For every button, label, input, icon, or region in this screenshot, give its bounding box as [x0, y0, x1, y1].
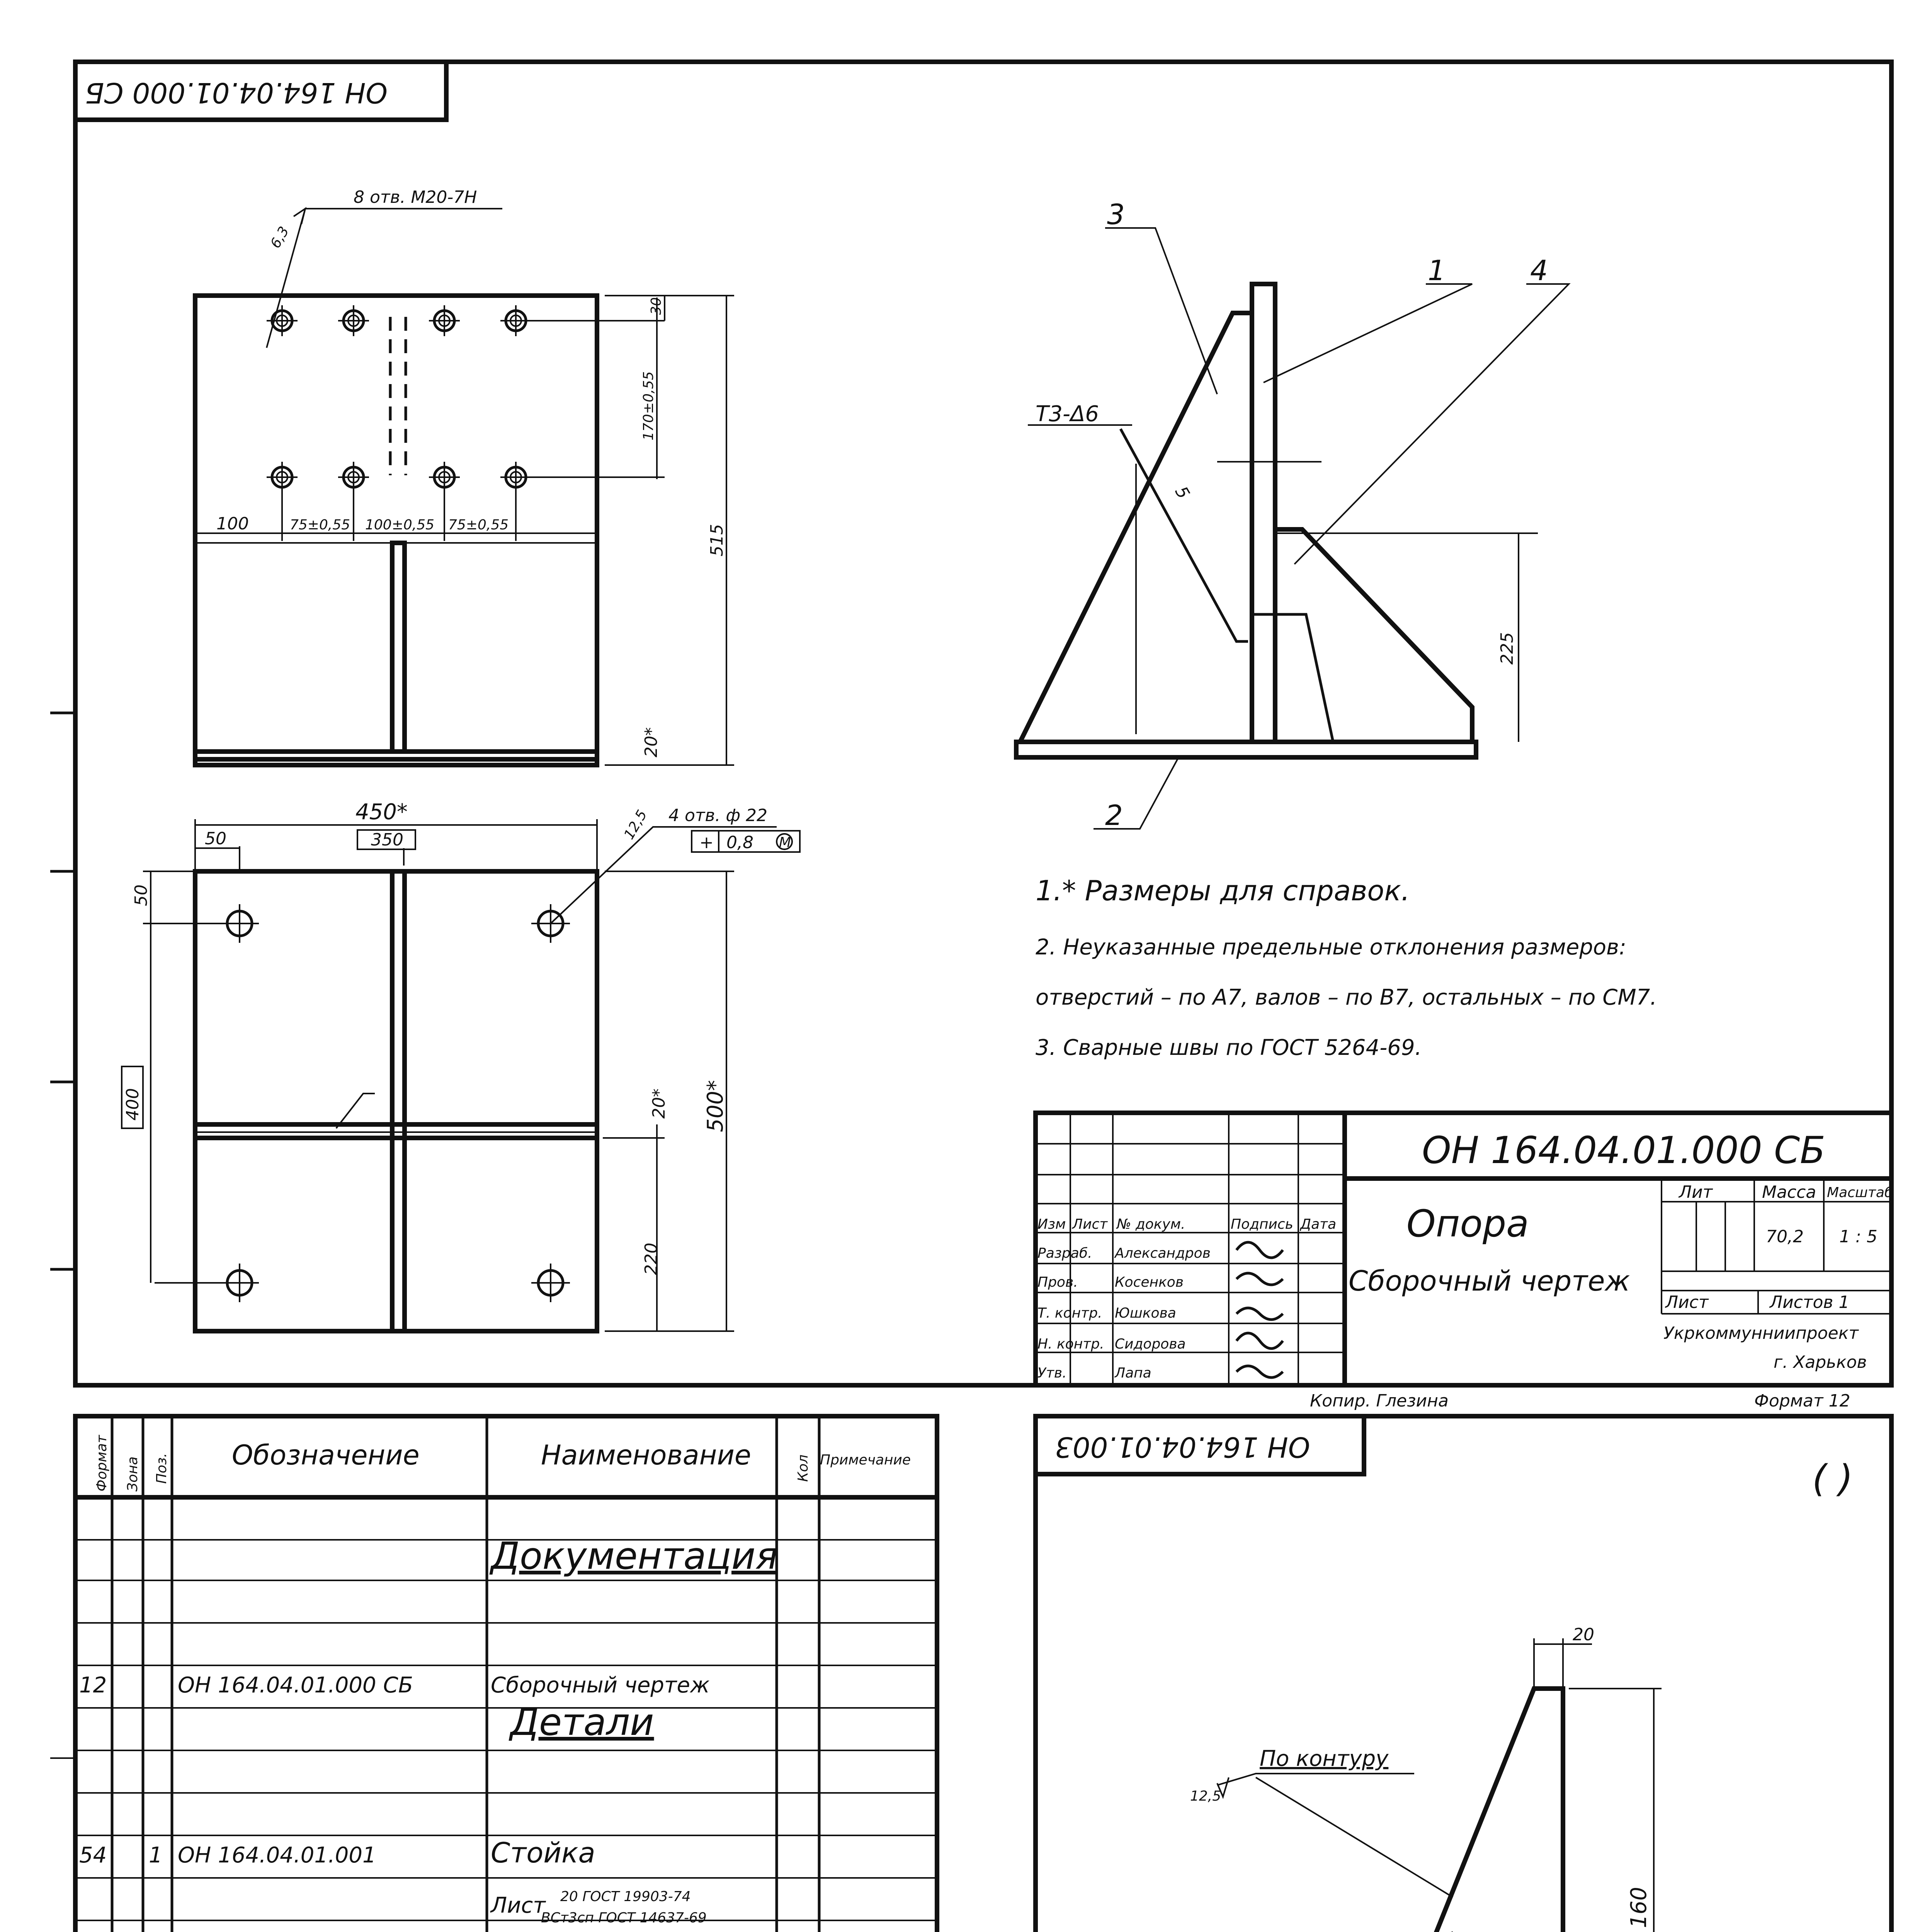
tb-name-3: Сидорова: [1115, 1336, 1186, 1352]
spec-h-pos: Поз.: [154, 1453, 170, 1484]
part-callout-3: 3: [1107, 198, 1125, 231]
note-line-1: 1.* Размеры для справок.: [1036, 874, 1410, 907]
spec-section-parts: Детали: [510, 1701, 654, 1744]
dim-20-star: 20*: [641, 727, 661, 757]
spec-mat1-a: Лист: [491, 1893, 546, 1918]
dim-20-top: 20: [1573, 1625, 1594, 1645]
dim-500: 500*: [703, 1080, 728, 1132]
spec-h-name: Наименование: [541, 1439, 751, 1471]
tb-copied: Копир. Глезина: [1310, 1391, 1449, 1411]
dim-515: 515: [707, 524, 727, 556]
detail-sheet: [993, 1416, 1893, 1932]
tb-col-doc: № докум.: [1117, 1216, 1185, 1232]
tb-scale: 1 : 5: [1839, 1227, 1878, 1247]
contour-note: По контуру: [1260, 1746, 1389, 1771]
tb-mass: 70,2: [1766, 1227, 1804, 1247]
spec-row-1-pos: 1: [149, 1843, 163, 1868]
assembly-title-block: [1036, 1113, 1893, 1411]
pos-tolerance-value: 0,8: [726, 833, 753, 852]
roughness-12-5: 12,5: [621, 807, 650, 842]
dim-100-b: 100±0,55: [365, 517, 435, 533]
spec-h-qty: Кол: [795, 1454, 811, 1482]
roughness-6-3: 6,3: [267, 224, 293, 251]
spec-h-code: Обозначение: [232, 1439, 420, 1471]
specification-sheet: [50, 1416, 937, 1932]
tb-lit: Лит: [1679, 1182, 1713, 1202]
tb-lists: Листов 1: [1770, 1293, 1850, 1312]
tb-col-izm: Изм: [1037, 1216, 1066, 1232]
dim-220: 220: [641, 1243, 661, 1275]
spec-section-docs: Документация: [491, 1534, 778, 1578]
assembly-notes: [1036, 874, 1657, 1060]
note-line-4: 3. Сварные швы по ГОСТ 5264-69.: [1036, 1035, 1422, 1060]
pos-tolerance-mod: M: [779, 835, 791, 850]
side-view: [1016, 198, 1569, 832]
holes-4-callout: 4 отв. ф 22: [668, 806, 768, 825]
tb-col-date: Дата: [1300, 1216, 1337, 1232]
part-callout-2: 2: [1105, 799, 1123, 832]
weld-symbol: Т3-Δ6: [1036, 401, 1099, 427]
dim-75-a: 75±0,55: [290, 517, 350, 533]
tb-subtitle: Сборочный чертеж: [1349, 1265, 1630, 1297]
spec-h-format: Формат: [94, 1435, 110, 1492]
spec-h-note: Примечание: [820, 1452, 911, 1468]
tb-list: Лист: [1665, 1293, 1709, 1312]
dim-225: 225: [1497, 632, 1517, 665]
tb-city: г. Харьков: [1774, 1352, 1867, 1372]
tb-col-list: Лист: [1072, 1216, 1108, 1232]
tb-mass-h: Масса: [1762, 1182, 1816, 1202]
holes-callout: 8 отв. М20-7Н: [354, 187, 477, 207]
dim-100: 100: [216, 514, 249, 534]
note-line-3: отверстий – по А7, валов – по В7, остальных – по СМ7.: [1036, 985, 1657, 1010]
bolt-holes: [267, 305, 531, 493]
dim-50: 50: [205, 829, 226, 849]
dim-20-star-b: 20*: [649, 1088, 669, 1119]
spec-mat1-b: 20 ГОСТ 19903-74: [560, 1889, 691, 1905]
dim-75-b: 75±0,55: [448, 517, 509, 533]
detail-paren: ( ): [1812, 1457, 1853, 1500]
dim-160: 160: [1626, 1887, 1651, 1928]
spec-row-0-name: Сборочный чертеж: [491, 1673, 710, 1698]
dim-450: 450*: [355, 799, 408, 825]
tb-scale-h: Масштаб: [1827, 1185, 1893, 1201]
spec-row-1-code: ОН 164.04.01.001: [178, 1843, 376, 1868]
dim-400-boxed: 400: [123, 1088, 143, 1121]
tb-name-2: Юшкова: [1115, 1305, 1176, 1321]
tb-role-4: Утв.: [1037, 1365, 1067, 1381]
plan-view: [195, 187, 734, 765]
base-view: [122, 799, 800, 1331]
tb-role-0: Разраб.: [1037, 1245, 1092, 1261]
spec-mat1-c: ВСт3сп ГОСТ 14637-69: [541, 1910, 707, 1926]
dim-170: 170±0,55: [641, 371, 656, 440]
tb-name-4: Лапа: [1115, 1365, 1151, 1381]
dim-30: 30: [648, 297, 664, 315]
tb-role-2: Т. контр.: [1037, 1305, 1102, 1321]
tb-role-1: Пров.: [1037, 1274, 1078, 1290]
part-callout-5: 5: [1171, 483, 1194, 502]
tb-role-3: Н. контр.: [1037, 1336, 1104, 1352]
tb-name-0: Александров: [1115, 1245, 1211, 1261]
spec-row-1-name: Стойка: [491, 1837, 595, 1869]
corner-doc-code: ОН 164.04.01.000 СБ: [85, 77, 388, 109]
tb-org: Укркоммунниипроект: [1663, 1323, 1859, 1343]
spec-h-zone: Зона: [125, 1456, 141, 1492]
spec-row-1-fmt: 54: [79, 1843, 107, 1868]
note-line-2: 2. Неуказанные предельные отклонения размеров:: [1036, 935, 1626, 960]
assembly-sheet: [50, 62, 1893, 1411]
spec-row-0-code: ОН 164.04.01.000 СБ: [178, 1673, 413, 1698]
tb-col-sign: Подпись: [1231, 1216, 1293, 1232]
dim-50-vert: 50: [131, 884, 151, 906]
part-callout-4: 4: [1530, 254, 1548, 287]
tb-code: ОН 164.04.01.000 СБ: [1422, 1129, 1825, 1172]
pos-tolerance-sign: +: [699, 833, 714, 852]
dim-350-boxed: 350: [371, 830, 403, 850]
spec-row-0-fmt: 12: [79, 1673, 107, 1698]
tb-name-1: Косенков: [1115, 1274, 1184, 1290]
part-callout-1: 1: [1428, 254, 1446, 287]
tb-format: Формат 12: [1754, 1391, 1850, 1411]
rib-part: [1190, 1625, 1662, 1932]
roughness-12-5-b: 12,5: [1190, 1788, 1221, 1804]
detail-corner-code: ОН 164.04.01.003: [1055, 1431, 1310, 1463]
tb-name: Опора: [1406, 1202, 1529, 1245]
